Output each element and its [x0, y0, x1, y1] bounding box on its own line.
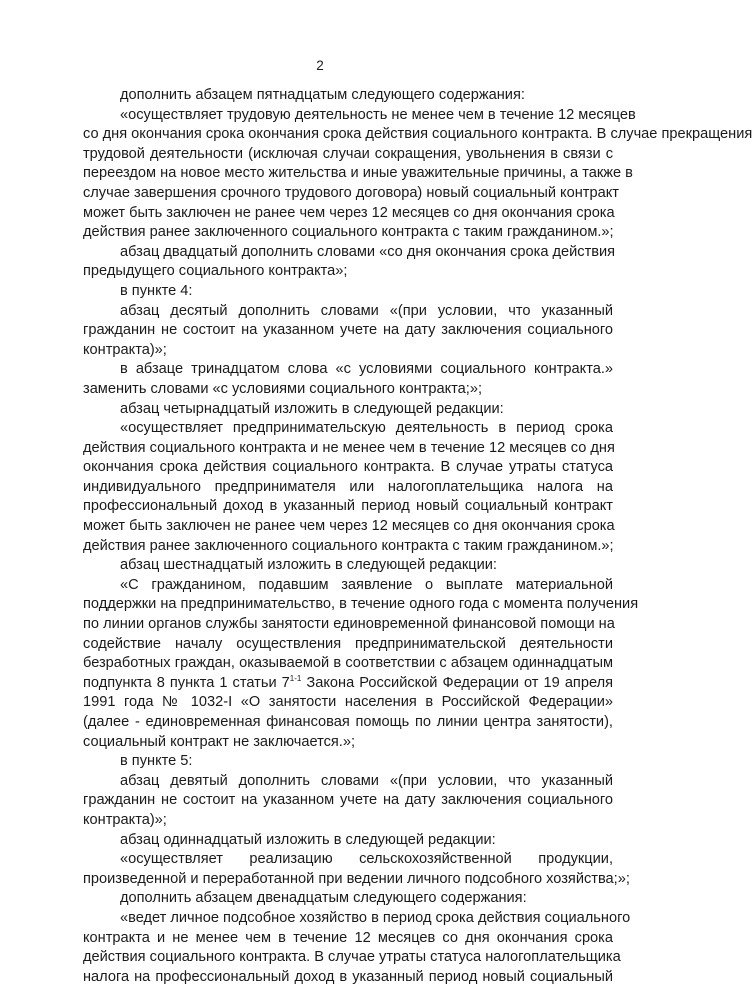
text-line	[83, 341, 613, 361]
text-line-content: безработных граждан, оказываемой в соответствии с абзацем одиннадцатым	[83, 655, 613, 672]
text-line	[83, 556, 613, 576]
text-line	[83, 595, 639, 615]
text-line	[83, 929, 613, 949]
text-line-content: 1991 года № 1032-I «О занятости населения в Российской Федерации»	[83, 694, 613, 711]
text-line	[83, 478, 613, 498]
text-line-content: «ведет личное подсобное хозяйство в период срока действия социального	[120, 909, 631, 926]
text-line	[83, 772, 613, 792]
text-line-content: может быть заключен не ранее чем через 12 месяцев со дня окончания срока	[83, 518, 615, 535]
text-line-content: абзац шестнадцатый изложить в следующей редакции:	[120, 557, 497, 574]
text-line-content: «осуществляет реализацию сельскохозяйственной продукции,	[120, 851, 613, 868]
text-line	[83, 752, 613, 772]
text-line-content: абзац одиннадцатый изложить в следующей редакции:	[120, 831, 496, 848]
text-line-content: (далее - единовременная финансовая помощь по линии центра занятости),	[83, 714, 613, 730]
text-line	[83, 223, 613, 243]
text-line	[83, 419, 613, 439]
text-line	[83, 576, 613, 596]
text-line-content: абзац девятый дополнить словами «(при условии, что указанный	[120, 772, 613, 789]
text-line	[83, 439, 613, 459]
text-line-content: переездом на новое место жительства и иные уважительные причины, а также в	[83, 165, 633, 182]
text-line-content: налога на профессиональный доход в указанный период новый социальный	[83, 968, 613, 985]
text-line-content: действия социального контракта. В случае утраты статуса налогоплательщика	[83, 949, 621, 966]
text-line-content: трудовой деятельности (исключая случаи сокращения, увольнения в связи с	[83, 145, 613, 162]
text-line	[83, 948, 621, 968]
superscript: 1-1	[289, 673, 302, 683]
text-line	[83, 262, 613, 282]
text-line	[83, 145, 613, 165]
text-line-content: абзац десятый дополнить словами «(при условии, что указанный	[120, 302, 613, 319]
text-line	[83, 635, 613, 655]
text-line-content: действия ранее заключенного социального контракта с таким гражданином.»;	[83, 224, 614, 241]
text-line-continuation: Закона Российской Федерации от 19 апреля	[301, 674, 614, 691]
text-line	[83, 458, 613, 478]
text-line	[83, 380, 613, 400]
text-line	[83, 497, 613, 517]
text-line	[83, 831, 613, 851]
text-line-content: «С гражданином, подавшим заявление о выплате материальной	[120, 576, 613, 593]
text-line	[83, 889, 613, 909]
text-line	[83, 360, 613, 380]
document-body	[83, 86, 752, 987]
text-line-content: абзац четырнадцатый изложить в следующей редакции:	[120, 400, 504, 417]
page-number: 2	[316, 58, 324, 73]
text-line-content: индивидуального предпринимателя или налогоплательщика налога на	[83, 478, 613, 495]
text-line-content: гражданин не состоит на указанном учете на дату заключения социального	[83, 322, 613, 339]
text-line	[83, 184, 619, 204]
text-line-content: «осуществляет предпринимательскую деятельность в период срока	[120, 420, 613, 437]
text-line	[83, 713, 613, 733]
text-line-content: «осуществляет трудовую деятельность не менее чем в течение 12 месяцев	[120, 106, 636, 123]
text-line	[83, 811, 613, 831]
text-line	[83, 870, 630, 890]
text-line	[83, 106, 636, 126]
text-line-content: в пункте 5:	[120, 753, 193, 770]
text-line-content: действия социального контракта и не менее чем в течение 12 месяцев со дня	[83, 439, 615, 456]
text-line-content: подпункта 8 пункта 1 статьи 7	[83, 674, 290, 691]
text-line-content: абзац двадцатый дополнить словами «со дня окончания срока действия	[120, 243, 616, 260]
text-line-content: социальный контракт не заключается.»;	[83, 733, 356, 750]
text-line	[83, 517, 613, 537]
text-line	[83, 968, 613, 987]
text-line-content: контракта и не менее чем в течение 12 месяцев со дня окончания срока	[83, 929, 613, 946]
text-line-content: в абзаце тринадцатом слова «с условиями социального контракта.»	[120, 361, 613, 378]
text-line-content: окончания срока действия социального контракта. В случае утраты статуса	[83, 459, 613, 476]
text-line	[83, 321, 613, 341]
text-line-content: контракта)»;	[83, 341, 167, 358]
text-line-content: случае завершения срочного трудового договора) новый социальный контракт	[83, 184, 619, 201]
text-line	[83, 850, 613, 870]
text-line	[83, 674, 613, 694]
text-line	[83, 733, 613, 753]
text-line	[83, 125, 752, 145]
text-line	[83, 693, 613, 713]
text-line-content: в пункте 4:	[120, 282, 193, 299]
text-line-content: действия ранее заключенного социального контракта с таким гражданином.»;	[83, 537, 614, 554]
text-line-content: заменить словами «с условиями социального контракта;»;	[83, 380, 483, 397]
text-line-content: произведенной и переработанной при ведении личного подсобного хозяйства;»;	[83, 870, 630, 887]
text-line-content: контракта)»;	[83, 811, 167, 828]
text-line-content: дополнить абзацем пятнадцатым следующего содержания:	[120, 87, 525, 103]
text-line	[83, 302, 613, 322]
text-line	[83, 282, 613, 302]
text-line-content: содействие началу осуществления предпринимательской деятельности	[83, 635, 613, 652]
text-line	[83, 615, 613, 635]
text-line-content: дополнить абзацем двенадцатым следующего содержания:	[120, 890, 527, 907]
text-line-content: поддержки на предпринимательство, в течение одного года с момента получения	[83, 596, 639, 613]
text-line-content: по линии органов службы занятости единовременной финансовой помощи на	[83, 616, 615, 633]
text-line	[83, 909, 631, 929]
text-line	[83, 243, 616, 263]
text-line	[83, 537, 613, 557]
text-line	[83, 791, 613, 811]
text-line	[83, 164, 633, 184]
text-line	[83, 204, 613, 224]
text-line	[83, 654, 613, 674]
text-line	[83, 400, 613, 420]
text-line	[83, 86, 613, 106]
text-line-content: может быть заключен не ранее чем через 12 месяцев со дня окончания срока	[83, 204, 615, 221]
text-line-content: предыдущего социального контракта»;	[83, 263, 348, 280]
text-line-content: со дня окончания срока окончания срока действия социального контракта. В случае прекращения	[83, 126, 752, 143]
text-line-content: гражданин не состоит на указанном учете на дату заключения социального	[83, 792, 613, 809]
text-line-content: профессиональный доход в указанный период новый социальный контракт	[83, 498, 613, 515]
